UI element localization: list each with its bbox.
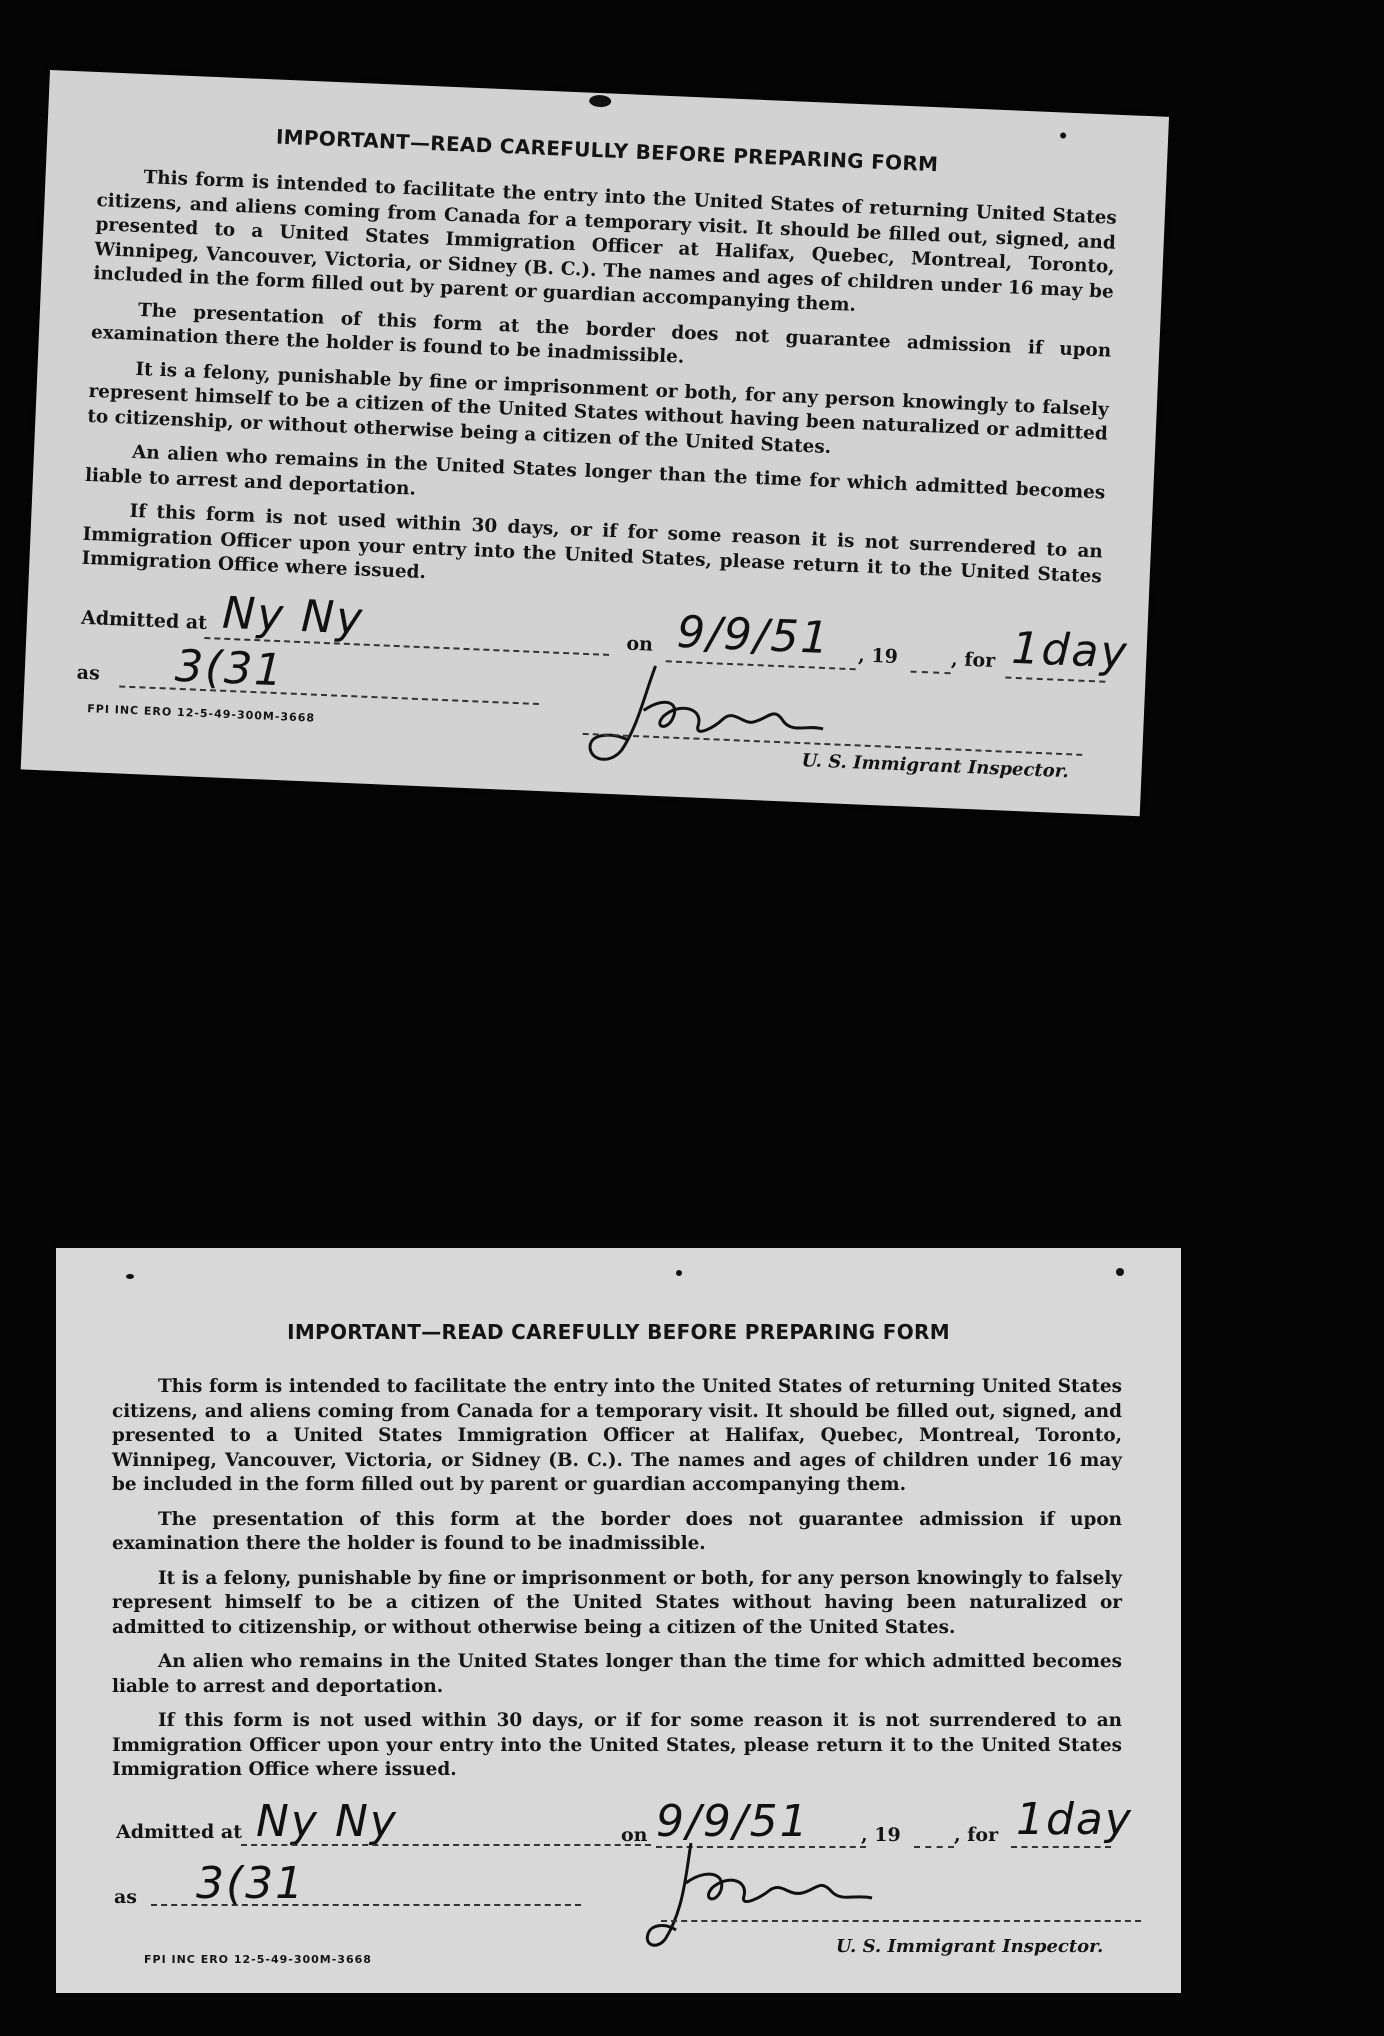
for-label: , for [950,648,996,673]
year-line [914,1846,954,1848]
paragraph-purpose: This form is intended to facilitate the entry into the United States of returning United States citizens, and aliens coming from Canada for a temporary visit. It should be filled out, signed, and presented to a United States Immigration Officer at Halifax, Quebec, Montreal, Toronto, Winnipeg, Vancouver, Victoria, or Sidney (B. C.). The names and ages of children under 16 may be included in the form filled out by parent or guardian accompanying them. [93,167,1118,316]
for-line [1011,1846,1111,1848]
paragraph-felony: It is a felony, punishable by fine or imprisonment or both, for any person knowingly to falsely represent himself to be a citizen of the United States without having been naturalized or admitted to citizenship, or without otherwise being a citizen of the United States. [112,1567,1122,1638]
ink-speck [1116,1268,1124,1276]
entry-form-card-bottom [56,1248,1181,1993]
form-code: FPI INC ERO 12-5-49-300M-3668 [87,702,316,725]
as-label: as [76,661,101,685]
on-label: on [626,632,654,656]
admitted-at-label: Admitted at [80,606,208,635]
ink-speck [676,1270,682,1276]
as-line [119,685,539,705]
as-handwriting: 3(31 [196,1858,306,1909]
for-label: , for [954,1824,999,1846]
year-label: , 19 [857,644,899,669]
date-handwriting: 9/9/51 [656,1796,810,1847]
ink-speck [1060,132,1066,138]
paper-tear-mark [589,95,611,108]
admitted-at-handwriting: Ny Ny [221,587,366,645]
date-handwriting: 9/9/51 [675,606,832,665]
admitted-at-line [241,1844,651,1846]
entry-form-card-top [21,70,1169,816]
form-body [112,1375,1122,1793]
signature-line [661,1920,1141,1922]
as-line [151,1904,581,1906]
form-code: FPI INC ERO 12-5-49-300M-3668 [144,1953,372,1966]
inspector-title: U. S. Immigrant Inspector. [801,750,1070,783]
inspector-title: U. S. Immigrant Inspector. [836,1936,1104,1957]
paragraph-presentation: The presentation of this form at the border does not guarantee admission if upon examination there the holder is found to be inadmissible. [112,1508,1122,1554]
paragraph-alien: An alien who remains in the United States longer than the time for which admitted becomes liable to arrest and deportation. [112,1651,1122,1697]
paragraph-purpose: This form is intended to facilitate the entry into the United States of returning United States citizens, and aliens coming from Canada for a temporary visit. It should be filled out, signed, and presented to a United States Immigration Officer at Halifax, Quebec, Montreal, Toronto, Winnipeg, Vancouver, Victoria, or Sidney (B. C.). The names and ages of children under 16 may be included in the form filled out by parent or guardian accompanying them. [112,1376,1122,1495]
admitted-at-handwriting: Ny Ny [256,1796,398,1847]
paragraph-felony: It is a felony, punishable by fine or imprisonment or both, for any person knowingly to falsely represent himself to be a citizen of the United States without having been naturalized or admitted to citizenship, or without otherwise being a citizen of the United States. [87,358,1110,458]
admitted-at-label: Admitted at [116,1821,242,1843]
form-heading: IMPORTANT—READ CAREFULLY BEFORE PREPARING FORM [287,1320,950,1344]
form-heading: IMPORTANT—READ CAREFULLY BEFORE PREPARING FORM [275,124,939,177]
on-label: on [621,1824,648,1846]
paragraph-return: If this form is not used within 30 days, or if for some reason it is not surrendered to an Immigration Officer upon your entry into the United States, please return it to the United States Immigration Office where issued. [81,500,1104,587]
form-body [81,164,1118,624]
as-handwriting: 3(31 [174,640,286,697]
for-line [1005,677,1105,683]
paragraph-alien: An alien who remains in the United States longer than the time for which admitted becomes liable to arrest and deportation. [84,441,1106,504]
year-line [911,671,951,675]
for-handwriting: 1day [1010,622,1130,679]
year-label: , 19 [861,1824,901,1846]
paragraph-return: If this form is not used within 30 days, or if for some reason it is not surrendered to an Immigration Officer upon your entry into the United States, please return it to the United States Immigration Office where issued. [112,1710,1122,1780]
for-handwriting: 1day [1016,1794,1133,1845]
ink-speck [126,1274,134,1279]
as-label: as [114,1886,138,1908]
paragraph-presentation: The presentation of this form at the border does not guarantee admission if upon examination there the holder is found to be inadmissible. [90,299,1112,368]
